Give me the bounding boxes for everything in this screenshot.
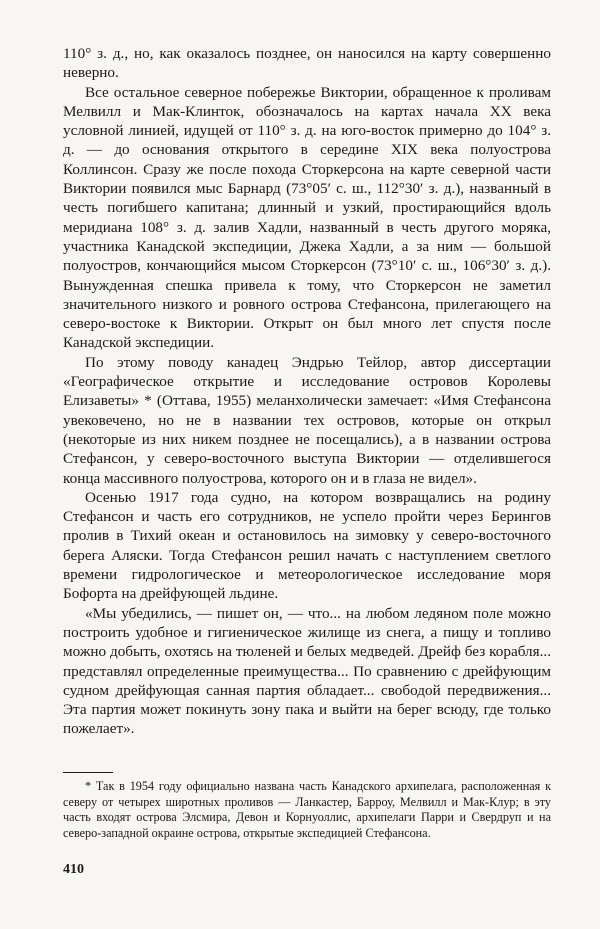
page-number: 410 — [63, 862, 84, 877]
paragraph-autumn-1917: Осенью 1917 года судно, на котором возвращались на родину Стефансон и часть его сотрудников, не успело пройти через Берингов пролив в Тихий океан и остановилось на зимовку у северо-восточного берега Аляски. Тогда Стефансон решил начать с наступлением светлого времени гидрологическое и метеорологическое исследование моря Бофорта на дрейфующей льдине. — [63, 488, 551, 603]
main-text — [63, 44, 551, 739]
footnote-divider — [63, 772, 113, 773]
paragraph-taylor-quote: По этому поводу канадец Эндрью Тейлор, автор диссертации «Географическое открытие и исследование островов Королевы Елизаветы» * (Оттава, 1955) меланхолически замечает: «Имя Стефансона увековечено, но не в названии тех островов, которые он открыл (некоторые из них никем позднее не посещались), а в названии острова Стефансон, у северо-восточного выступа Виктории — отделившегося конца массивного полуострова, которого он и в глаза не видел». — [63, 353, 551, 487]
paragraph-northern-coast: Все остальное северное побережье Виктории, обращенное к проливам Мелвилл и Мак-Клинток, обозначалось на картах начала XX века условной линией, идущей от 110° з. д. на юго-восток примерно до 104° з. д. — до основания открытого в середине XIX века полуострова Коллинсон. Сразу же после похода Сторкерсона на карте северной части Виктории появился мыс Барнард (73°05′ с. ш., 112°30′ з. д.), названный в честь погибшего капитана; длинный и узкий, простирающийся вдоль меридиана 108° з. д. залив Хадли, названный в честь другого моряка, участника Канадской экспедиции, Джека Хадли, а за ним — большой полуостров, кончающийся мысом Сторкерсон (73°10′ с. ш., 106°30′ з. д.). Вынужденная спешка привела к тому, что Сторкерсон не заметил значительного низкого и ровного острова Стефансона, прилегающего на северо-востоке к Виктории. Открыт он был много лет спустя после Канадской экспедиции. — [63, 83, 551, 352]
page-body — [63, 44, 551, 739]
paragraph-continuation: 110° з. д., но, как оказалось позднее, он наносился на карту совершенно неверно. — [63, 45, 551, 82]
paragraph-stefansson-quote: «Мы убедились, — пишет он, — что... на любом ледяном поле можно построить удобное и гигиеническое жилище из снега, а пищу и топливо можно добыть, охотясь на тюленей и белых медведей. Дрейф без корабля... представлял определенные преимущества... По сравнению с дрейфующим судном дрейфующая санная партия обладает... свободой передвижения... Эта партия может покинуть зону пака и выйти на берег всюду, где только пожелает». — [63, 604, 551, 738]
footnote: * Так в 1954 году официально названа часть Канадского архипелага, расположенная к северу от четырех широтных проливов — Ланкастер, Барроу, Мелвилл и Мак-Клур; в эту часть входят острова Элсмира, Девон и Корнуоллис, архипелаги Парри и Свердруп и на северо-западной окраине острова, открытые экспедицией Стефансона. — [63, 779, 551, 840]
